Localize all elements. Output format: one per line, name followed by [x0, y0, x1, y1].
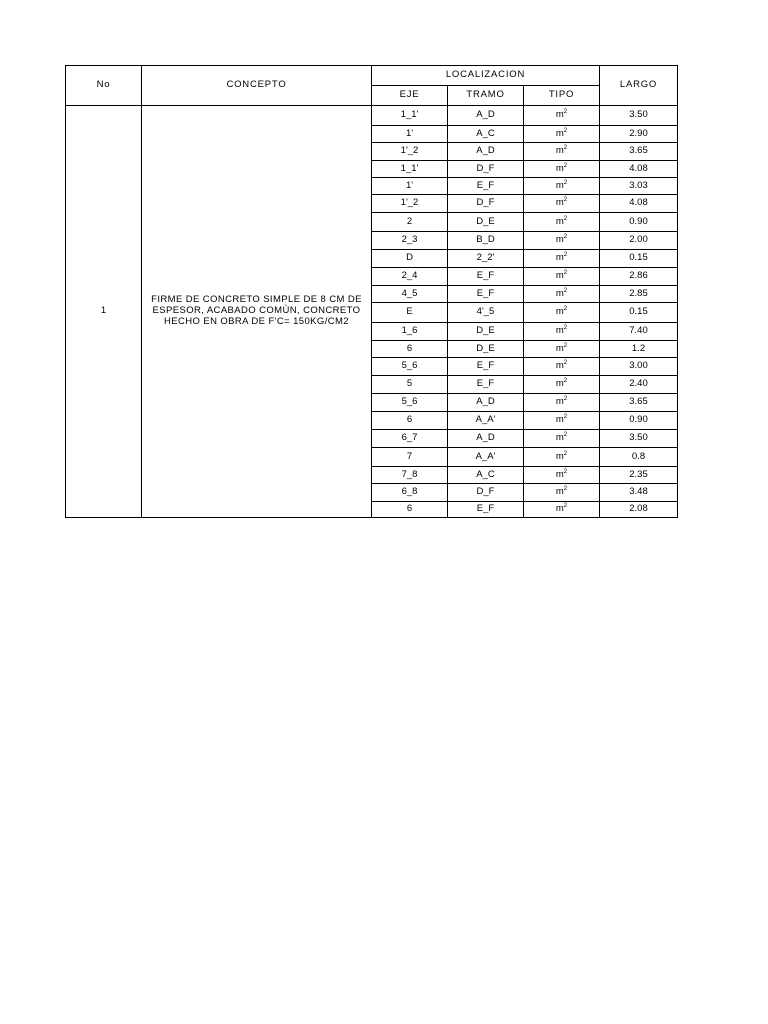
- cell-tipo: [524, 143, 600, 161]
- unit-exponent: 2: [563, 179, 568, 186]
- cell-eje: 1_1': [372, 161, 448, 178]
- unit-exponent: 2: [563, 287, 568, 294]
- cell-eje: 1': [372, 178, 448, 195]
- cell-largo: 2.08: [600, 502, 678, 518]
- unit-exponent: 2: [563, 360, 568, 367]
- cell-eje: 6: [372, 502, 448, 518]
- unit-exponent: 2: [563, 162, 568, 169]
- cell-eje: 1_1': [372, 106, 448, 126]
- unit-base: m: [555, 378, 564, 390]
- cell-tipo: [524, 358, 600, 376]
- cell-eje: E: [372, 303, 448, 323]
- cell-eje: 4_5: [372, 286, 448, 303]
- unit-base: m: [555, 234, 564, 246]
- unit-exponent: 2: [563, 215, 568, 222]
- unit-exponent: 2: [563, 503, 568, 510]
- cell-eje: 2_4: [372, 268, 448, 286]
- cell-largo: 0.8: [600, 448, 678, 467]
- unit-base: m: [555, 215, 564, 227]
- cell-tipo: [524, 467, 600, 484]
- cell-tipo: [524, 412, 600, 430]
- header-concepto: CONCEPTO: [142, 66, 372, 106]
- unit-exponent: 2: [563, 145, 568, 152]
- cell-tramo: A_C: [448, 126, 524, 143]
- unit-exponent: 2: [563, 306, 568, 313]
- cell-eje: 1'_2: [372, 143, 448, 161]
- unit-base: m: [555, 127, 564, 139]
- cell-largo: 3.50: [600, 430, 678, 448]
- cell-largo: 1.2: [600, 341, 678, 358]
- header-eje: EJE: [372, 86, 448, 106]
- unit-base: m: [555, 342, 564, 354]
- cell-tipo: [524, 341, 600, 358]
- cell-largo: 2.40: [600, 376, 678, 394]
- cell-tramo: B_D: [448, 232, 524, 250]
- cell-tramo: 4'_5: [448, 303, 524, 323]
- cell-tipo: [524, 323, 600, 341]
- header-localizacion: LOCALIZACION: [372, 66, 600, 86]
- cell-largo: 3.00: [600, 358, 678, 376]
- cell-largo: 2.35: [600, 467, 678, 484]
- unit-base: m: [555, 432, 564, 444]
- header-largo: LARGO: [600, 66, 678, 106]
- cell-tipo: [524, 213, 600, 232]
- cell-eje: 6_7: [372, 430, 448, 448]
- quantities-table: [65, 65, 678, 518]
- cell-tipo: [524, 250, 600, 268]
- unit-base: m: [555, 360, 564, 372]
- unit-base: m: [555, 145, 564, 157]
- cell-eje: 7_8: [372, 467, 448, 484]
- unit-base: m: [555, 486, 564, 498]
- cell-tipo: [524, 286, 600, 303]
- cell-largo: 3.50: [600, 106, 678, 126]
- cell-eje: 2_3: [372, 232, 448, 250]
- cell-tramo: D_E: [448, 323, 524, 341]
- cell-tipo: [524, 502, 600, 518]
- cell-eje: 1': [372, 126, 448, 143]
- cell-largo: 4.08: [600, 195, 678, 213]
- cell-tramo: E_F: [448, 376, 524, 394]
- unit-exponent: 2: [563, 432, 568, 439]
- cell-tramo: A_A': [448, 448, 524, 467]
- cell-tramo: D_E: [448, 213, 524, 232]
- unit-base: m: [555, 197, 564, 209]
- cell-tramo: E_F: [448, 502, 524, 518]
- unit-exponent: 2: [563, 109, 568, 116]
- cell-eje: 2: [372, 213, 448, 232]
- cell-eje: 1_6: [372, 323, 448, 341]
- header-no: No: [66, 66, 142, 106]
- cell-largo: 2.00: [600, 232, 678, 250]
- cell-tipo: [524, 161, 600, 178]
- cell-tipo: [524, 484, 600, 502]
- cell-tipo: [524, 232, 600, 250]
- item-concepto: FIRME DE CONCRETO SIMPLE DE 8 CM DE ESPESOR, ACABADO COMÙN, CONCRETO HECHO EN OBRA DE F'C= 150KG/CM2: [142, 106, 372, 518]
- unit-exponent: 2: [563, 252, 568, 259]
- cell-tramo: E_F: [448, 178, 524, 195]
- unit-base: m: [555, 162, 564, 174]
- cell-tipo: [524, 448, 600, 467]
- cell-eje: 1'_2: [372, 195, 448, 213]
- unit-exponent: 2: [563, 486, 568, 493]
- unit-base: m: [555, 468, 564, 480]
- cell-largo: 7.40: [600, 323, 678, 341]
- cell-largo: 3.65: [600, 394, 678, 412]
- unit-exponent: 2: [563, 197, 568, 204]
- unit-exponent: 2: [563, 450, 568, 457]
- cell-tipo: [524, 430, 600, 448]
- table-row: [66, 106, 678, 126]
- cell-largo: 2.86: [600, 268, 678, 286]
- cell-tipo: [524, 376, 600, 394]
- cell-tramo: D_F: [448, 195, 524, 213]
- header-tramo: TRAMO: [448, 86, 524, 106]
- cell-tipo: [524, 303, 600, 323]
- cell-tramo: 2_2': [448, 250, 524, 268]
- cell-largo: 3.48: [600, 484, 678, 502]
- cell-tramo: A_D: [448, 106, 524, 126]
- cell-tipo: [524, 106, 600, 126]
- unit-base: m: [555, 252, 564, 264]
- cell-tipo: [524, 268, 600, 286]
- cell-tramo: E_F: [448, 286, 524, 303]
- cell-largo: 0.90: [600, 213, 678, 232]
- unit-base: m: [555, 270, 564, 282]
- cell-eje: 6: [372, 412, 448, 430]
- cell-eje: 7: [372, 448, 448, 467]
- cell-tipo: [524, 178, 600, 195]
- unit-exponent: 2: [563, 468, 568, 475]
- unit-exponent: 2: [563, 414, 568, 421]
- cell-tramo: E_F: [448, 358, 524, 376]
- unit-base: m: [555, 503, 564, 515]
- cell-tipo: [524, 126, 600, 143]
- unit-exponent: 2: [563, 234, 568, 241]
- cell-tramo: A_C: [448, 467, 524, 484]
- unit-base: m: [555, 396, 564, 408]
- cell-largo: 0.90: [600, 412, 678, 430]
- unit-base: m: [555, 179, 564, 191]
- cell-tramo: A_D: [448, 394, 524, 412]
- cell-tramo: D_F: [448, 484, 524, 502]
- cell-eje: 5_6: [372, 394, 448, 412]
- unit-exponent: 2: [563, 396, 568, 403]
- cell-eje: D: [372, 250, 448, 268]
- unit-base: m: [555, 325, 564, 337]
- unit-exponent: 2: [563, 270, 568, 277]
- cell-eje: 5: [372, 376, 448, 394]
- cell-eje: 5_6: [372, 358, 448, 376]
- cell-largo: 3.65: [600, 143, 678, 161]
- cell-largo: 0.15: [600, 250, 678, 268]
- cell-tramo: D_E: [448, 341, 524, 358]
- unit-exponent: 2: [563, 325, 568, 332]
- cell-tramo: E_F: [448, 268, 524, 286]
- unit-base: m: [555, 414, 564, 426]
- cell-largo: 0.15: [600, 303, 678, 323]
- table-body: [66, 106, 678, 518]
- cell-eje: 6: [372, 341, 448, 358]
- cell-largo: 4.08: [600, 161, 678, 178]
- cell-largo: 3.03: [600, 178, 678, 195]
- unit-exponent: 2: [563, 378, 568, 385]
- cell-largo: 2.90: [600, 126, 678, 143]
- unit-exponent: 2: [563, 342, 568, 349]
- header-row-1: [66, 66, 678, 86]
- unit-base: m: [555, 306, 564, 318]
- header-tipo: TIPO: [524, 86, 600, 106]
- cell-tramo: A_D: [448, 430, 524, 448]
- unit-base: m: [555, 450, 564, 462]
- item-number: 1: [66, 106, 142, 518]
- cell-tramo: A_A': [448, 412, 524, 430]
- cell-largo: 2.85: [600, 286, 678, 303]
- cell-tipo: [524, 195, 600, 213]
- cell-eje: 6_8: [372, 484, 448, 502]
- unit-base: m: [555, 109, 564, 121]
- cell-tramo: A_D: [448, 143, 524, 161]
- unit-exponent: 2: [563, 127, 568, 134]
- cell-tipo: [524, 394, 600, 412]
- cell-tramo: D_F: [448, 161, 524, 178]
- unit-base: m: [555, 287, 564, 299]
